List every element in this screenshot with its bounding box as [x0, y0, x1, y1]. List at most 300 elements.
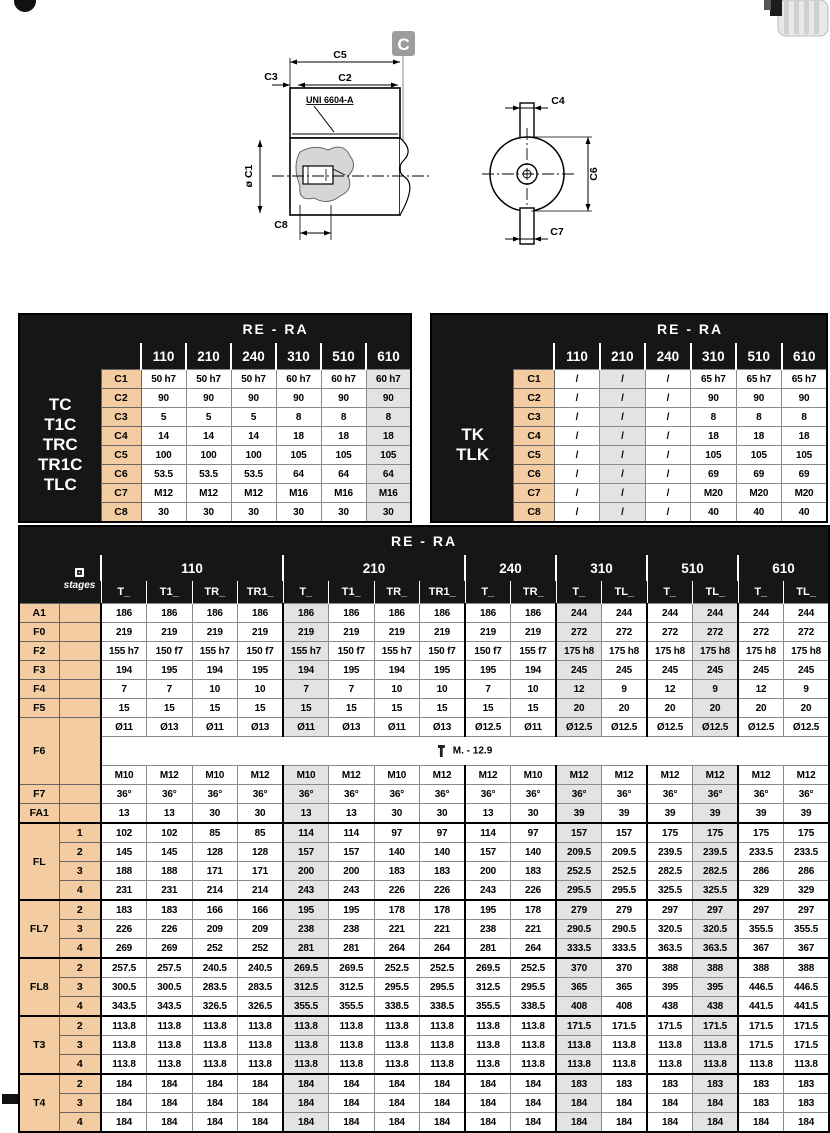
row-label: F5	[19, 699, 59, 718]
value-cell: 113.8	[192, 1036, 238, 1055]
value-cell: 113.8	[420, 1055, 466, 1075]
row-label: T3	[19, 1016, 59, 1074]
version-header: T_	[101, 581, 147, 604]
value-cell: 219	[283, 623, 329, 642]
value-cell: 15	[192, 699, 238, 718]
value-cell: 69	[782, 465, 828, 484]
value-cell: 370	[602, 958, 648, 978]
value-cell: 183	[693, 1074, 739, 1094]
value-cell: 30	[366, 503, 411, 523]
stages-label: stages	[63, 579, 96, 591]
value-cell: 9	[784, 680, 830, 699]
value-cell: 186	[465, 604, 511, 623]
value-cell: 183	[420, 862, 466, 881]
value-cell: 219	[329, 623, 375, 642]
value-cell: 30	[231, 503, 276, 523]
value-cell: 65 h7	[736, 370, 781, 389]
value-cell: 175 h8	[693, 642, 739, 661]
value-cell: 320.5	[693, 920, 739, 939]
value-cell: 355.5	[283, 997, 329, 1017]
dim-c2: C2	[338, 72, 352, 84]
value-cell: 184	[238, 1094, 284, 1113]
column-header: 610	[782, 343, 828, 370]
value-cell: 326.5	[238, 997, 284, 1017]
value-cell: 244	[556, 604, 602, 623]
value-cell: 157	[602, 823, 648, 843]
value-cell: 194	[511, 661, 557, 680]
value-cell: Ø12.5	[602, 718, 648, 737]
stage-cell: 2	[59, 900, 101, 920]
value-cell: 195	[329, 661, 375, 680]
value-cell: 408	[556, 997, 602, 1017]
size-group-header: 310	[556, 555, 647, 581]
value-cell: 53.5	[141, 465, 186, 484]
value-cell: 281	[465, 939, 511, 959]
value-cell: 244	[602, 604, 648, 623]
value-cell: 13	[283, 804, 329, 824]
value-cell: 355.5	[465, 997, 511, 1017]
column-header: 110	[141, 343, 186, 370]
value-cell: 231	[101, 881, 147, 901]
value-cell: 183	[738, 1074, 784, 1094]
row-label: C2	[514, 389, 554, 408]
value-cell: M12	[465, 766, 511, 785]
value-cell: 13	[147, 804, 193, 824]
value-cell: Ø12.5	[465, 718, 511, 737]
row-label: C8	[101, 503, 141, 523]
row-label: C6	[514, 465, 554, 484]
value-cell: 333.5	[602, 939, 648, 959]
value-cell: 100	[186, 446, 231, 465]
value-cell: 184	[738, 1113, 784, 1133]
value-cell: 257.5	[147, 958, 193, 978]
version-header: TR1_	[238, 581, 284, 604]
value-cell: 100	[231, 446, 276, 465]
version-header: T_	[556, 581, 602, 604]
value-cell: 238	[465, 920, 511, 939]
value-cell: M12	[231, 484, 276, 503]
row-label: C5	[514, 446, 554, 465]
value-cell: 238	[329, 920, 375, 939]
value-cell: 214	[192, 881, 238, 901]
value-cell: 184	[329, 1094, 375, 1113]
value-cell: 85	[192, 823, 238, 843]
value-cell: 281	[283, 939, 329, 959]
value-cell: 367	[738, 939, 784, 959]
value-cell: /	[600, 408, 645, 427]
value-cell: M10	[511, 766, 557, 785]
value-cell: 175 h8	[784, 642, 830, 661]
value-cell: 30	[374, 804, 420, 824]
value-cell: 264	[374, 939, 420, 959]
view-badge: C	[397, 35, 410, 54]
value-cell: M12	[329, 766, 375, 785]
table-title: RE - RA	[19, 526, 829, 555]
value-cell: 8	[691, 408, 736, 427]
value-cell: 36°	[556, 785, 602, 804]
value-cell: 60 h7	[366, 370, 411, 389]
value-cell: 175 h8	[738, 642, 784, 661]
value-cell: 312.5	[329, 978, 375, 997]
value-cell: 184	[420, 1074, 466, 1094]
value-cell: 184	[329, 1113, 375, 1133]
stage-cell	[59, 623, 101, 642]
value-cell: Ø12.5	[784, 718, 830, 737]
value-cell: 295.5	[602, 881, 648, 901]
version-header: T1_	[329, 581, 375, 604]
value-cell: 113.8	[238, 1055, 284, 1075]
stage-cell	[59, 680, 101, 699]
value-cell: 90	[141, 389, 186, 408]
value-cell: 438	[647, 997, 693, 1017]
value-cell: 105	[276, 446, 321, 465]
value-cell: 370	[556, 958, 602, 978]
table-tc-dimensions	[18, 313, 412, 523]
value-cell: 272	[693, 623, 739, 642]
value-cell: 252.5	[374, 958, 420, 978]
value-cell: 20	[602, 699, 648, 718]
value-cell: 36°	[101, 785, 147, 804]
series-label	[431, 370, 514, 523]
value-cell: 36°	[465, 785, 511, 804]
value-cell: 186	[374, 604, 420, 623]
row-label: A1	[19, 604, 59, 623]
value-cell: 50 h7	[186, 370, 231, 389]
version-header: T1_	[147, 581, 193, 604]
value-cell: 295.5	[556, 881, 602, 901]
value-cell: 8	[321, 408, 366, 427]
value-cell: 8	[736, 408, 781, 427]
value-cell: 113.8	[329, 1055, 375, 1075]
column-header: 110	[554, 343, 599, 370]
value-cell: 243	[465, 881, 511, 901]
value-cell: 140	[374, 843, 420, 862]
value-cell: 113.8	[738, 1055, 784, 1075]
value-cell: 219	[511, 623, 557, 642]
value-cell: /	[554, 427, 599, 446]
column-header: 240	[231, 343, 276, 370]
value-cell: 171.5	[602, 1016, 648, 1036]
column-header-spacer	[431, 343, 554, 370]
value-cell: 14	[186, 427, 231, 446]
value-cell: 90	[276, 389, 321, 408]
value-cell: 195	[147, 661, 193, 680]
value-cell: 171.5	[738, 1036, 784, 1055]
value-cell: 219	[374, 623, 420, 642]
value-cell: 113.8	[283, 1055, 329, 1075]
value-cell: 97	[511, 823, 557, 843]
value-cell: 184	[283, 1094, 329, 1113]
value-cell: 245	[784, 661, 830, 680]
dim-c8: C8	[274, 219, 288, 231]
value-cell: 175	[647, 823, 693, 843]
value-cell: 226	[147, 920, 193, 939]
value-cell: 36°	[420, 785, 466, 804]
version-header: TR_	[374, 581, 420, 604]
value-cell: 333.5	[556, 939, 602, 959]
value-cell: 100	[141, 446, 186, 465]
value-cell: /	[645, 465, 690, 484]
value-cell: 240.5	[192, 958, 238, 978]
value-cell: /	[600, 503, 645, 523]
value-cell: 295.5	[374, 978, 420, 997]
value-cell: 178	[420, 900, 466, 920]
value-cell: 245	[693, 661, 739, 680]
value-cell: 157	[556, 823, 602, 843]
value-cell: 184	[511, 1094, 557, 1113]
value-cell: /	[600, 370, 645, 389]
value-cell: 239.5	[647, 843, 693, 862]
value-cell: 8	[276, 408, 321, 427]
value-cell: 5	[186, 408, 231, 427]
value-cell: 39	[602, 804, 648, 824]
value-cell: 184	[556, 1094, 602, 1113]
value-cell: 219	[420, 623, 466, 642]
value-cell: 8	[782, 408, 828, 427]
value-cell: 184	[101, 1074, 147, 1094]
stage-cell: 4	[59, 1113, 101, 1133]
stage-cell: 4	[59, 881, 101, 901]
value-cell: 226	[511, 881, 557, 901]
value-cell: 40	[736, 503, 781, 523]
value-cell: 408	[602, 997, 648, 1017]
value-cell: 183	[147, 900, 193, 920]
value-cell: 244	[693, 604, 739, 623]
value-cell: 97	[420, 823, 466, 843]
dim-c7: C7	[550, 226, 564, 238]
value-cell: 363.5	[647, 939, 693, 959]
column-header: 310	[276, 343, 321, 370]
value-cell: 113.8	[192, 1055, 238, 1075]
value-cell: 5	[141, 408, 186, 427]
value-cell: /	[645, 427, 690, 446]
value-cell: 252.5	[602, 862, 648, 881]
value-cell: 184	[602, 1094, 648, 1113]
value-cell: 9	[602, 680, 648, 699]
value-cell: 283.5	[192, 978, 238, 997]
value-cell: 184	[192, 1113, 238, 1133]
value-cell: 338.5	[511, 997, 557, 1017]
series-label-line: TLC	[43, 475, 77, 495]
value-cell: 15	[238, 699, 284, 718]
value-cell: 36°	[329, 785, 375, 804]
value-cell: 36°	[647, 785, 693, 804]
value-cell: 219	[147, 623, 193, 642]
value-cell: 155 h7	[101, 642, 147, 661]
value-cell: 226	[101, 920, 147, 939]
value-cell: 20	[647, 699, 693, 718]
column-header: 210	[186, 343, 231, 370]
value-cell: Ø12.5	[647, 718, 693, 737]
value-cell: 184	[147, 1094, 193, 1113]
stage-cell: 2	[59, 958, 101, 978]
bolt-icon	[438, 745, 445, 757]
value-cell: 184	[329, 1074, 375, 1094]
value-cell: 12	[556, 680, 602, 699]
value-cell: 194	[283, 661, 329, 680]
value-cell: 438	[693, 997, 739, 1017]
value-cell: 183	[647, 1074, 693, 1094]
table-title-spacer	[431, 314, 554, 343]
row-label: FL	[19, 823, 59, 900]
value-cell: 39	[738, 804, 784, 824]
value-cell: 18	[366, 427, 411, 446]
value-cell: Ø11	[101, 718, 147, 737]
value-cell: 171	[238, 862, 284, 881]
value-cell: 113.8	[101, 1036, 147, 1055]
value-cell: 105	[782, 446, 828, 465]
column-header-spacer	[19, 343, 141, 370]
value-cell: 221	[420, 920, 466, 939]
value-cell: 97	[374, 823, 420, 843]
value-cell: 264	[420, 939, 466, 959]
row-label: F6	[19, 718, 59, 785]
value-cell: 150 f7	[329, 642, 375, 661]
value-cell: 36°	[693, 785, 739, 804]
value-cell: 90	[231, 389, 276, 408]
value-cell: 113.8	[283, 1036, 329, 1055]
value-cell: 365	[556, 978, 602, 997]
value-cell: 355.5	[738, 920, 784, 939]
value-cell: 113.8	[374, 1055, 420, 1075]
row-label: F0	[19, 623, 59, 642]
value-cell: 252.5	[556, 862, 602, 881]
value-cell: 175	[738, 823, 784, 843]
value-cell: /	[645, 370, 690, 389]
value-cell: 219	[238, 623, 284, 642]
value-cell: 240.5	[238, 958, 284, 978]
column-header: 210	[600, 343, 645, 370]
value-cell: /	[554, 465, 599, 484]
value-cell: 113.8	[374, 1036, 420, 1055]
value-cell: M12	[602, 766, 648, 785]
table-title-spacer	[19, 314, 141, 343]
value-cell: 30	[186, 503, 231, 523]
row-label: FL7	[19, 900, 59, 958]
value-cell: 272	[647, 623, 693, 642]
value-cell: 10	[420, 680, 466, 699]
value-cell: 60 h7	[276, 370, 321, 389]
value-cell: 36°	[784, 785, 830, 804]
table-main-dimensions	[18, 525, 830, 1133]
version-header: TR_	[192, 581, 238, 604]
value-cell: 36°	[238, 785, 284, 804]
value-cell: 20	[784, 699, 830, 718]
value-cell: 65 h7	[782, 370, 828, 389]
value-cell: 113.8	[420, 1016, 466, 1036]
value-cell: 200	[283, 862, 329, 881]
value-cell: 140	[511, 843, 557, 862]
value-cell: 188	[147, 862, 193, 881]
value-cell: 186	[192, 604, 238, 623]
value-cell: 113.8	[147, 1036, 193, 1055]
value-cell: 105	[736, 446, 781, 465]
value-cell: 39	[647, 804, 693, 824]
stage-cell: 2	[59, 843, 101, 862]
version-header: TL_	[693, 581, 739, 604]
value-cell: 15	[374, 699, 420, 718]
value-cell: 338.5	[374, 997, 420, 1017]
value-cell: 329	[738, 881, 784, 901]
value-cell: 226	[420, 881, 466, 901]
value-cell: 15	[147, 699, 193, 718]
value-cell: Ø13	[238, 718, 284, 737]
value-cell: 20	[693, 699, 739, 718]
stage-cell: 2	[59, 1074, 101, 1094]
value-cell: 157	[329, 843, 375, 862]
value-cell: M12	[186, 484, 231, 503]
value-cell: 441.5	[784, 997, 830, 1017]
version-header: TR1_	[420, 581, 466, 604]
table-title: RE - RA	[554, 314, 827, 343]
value-cell: Ø11	[192, 718, 238, 737]
stage-cell	[59, 699, 101, 718]
value-cell: Ø13	[329, 718, 375, 737]
value-cell: 290.5	[556, 920, 602, 939]
value-cell: 171.5	[784, 1016, 830, 1036]
value-cell: 113.8	[647, 1036, 693, 1055]
value-cell: 184	[147, 1113, 193, 1133]
value-cell: 171.5	[693, 1016, 739, 1036]
value-cell: 183	[556, 1074, 602, 1094]
value-cell: /	[645, 389, 690, 408]
value-cell: 113.8	[693, 1036, 739, 1055]
value-cell: 14	[141, 427, 186, 446]
value-cell: 90	[736, 389, 781, 408]
value-cell: 36°	[283, 785, 329, 804]
value-cell: 312.5	[465, 978, 511, 997]
value-cell: 219	[101, 623, 147, 642]
value-cell: 114	[329, 823, 375, 843]
value-cell: /	[645, 484, 690, 503]
value-cell: 15	[283, 699, 329, 718]
value-cell: 64	[366, 465, 411, 484]
value-cell: 343.5	[147, 997, 193, 1017]
row-label: F3	[19, 661, 59, 680]
value-cell: 30	[238, 804, 284, 824]
value-cell: /	[554, 389, 599, 408]
technical-drawing	[0, 0, 830, 270]
value-cell: 178	[511, 900, 557, 920]
value-cell: 200	[465, 862, 511, 881]
value-cell: M12	[147, 766, 193, 785]
value-cell: 40	[691, 503, 736, 523]
value-cell: 252.5	[511, 958, 557, 978]
stage-cell: 3	[59, 1094, 101, 1113]
version-header: TR_	[511, 581, 557, 604]
value-cell: 85	[238, 823, 284, 843]
value-cell: 36°	[374, 785, 420, 804]
value-cell: 113.8	[192, 1016, 238, 1036]
value-cell: 10	[511, 680, 557, 699]
value-cell: 13	[101, 804, 147, 824]
dim-c1: ø C1	[243, 164, 255, 188]
value-cell: 30	[276, 503, 321, 523]
value-cell: 388	[647, 958, 693, 978]
value-cell: 113.8	[511, 1055, 557, 1075]
value-cell: 184	[374, 1094, 420, 1113]
series-label-line: T1C	[44, 415, 77, 435]
value-cell: 7	[147, 680, 193, 699]
stage-cell: 3	[59, 978, 101, 997]
value-cell: 9	[693, 680, 739, 699]
value-cell: 60 h7	[321, 370, 366, 389]
value-cell: M10	[374, 766, 420, 785]
value-cell: /	[554, 370, 599, 389]
series-label	[19, 370, 101, 523]
value-cell: 186	[420, 604, 466, 623]
value-cell: 257.5	[101, 958, 147, 978]
